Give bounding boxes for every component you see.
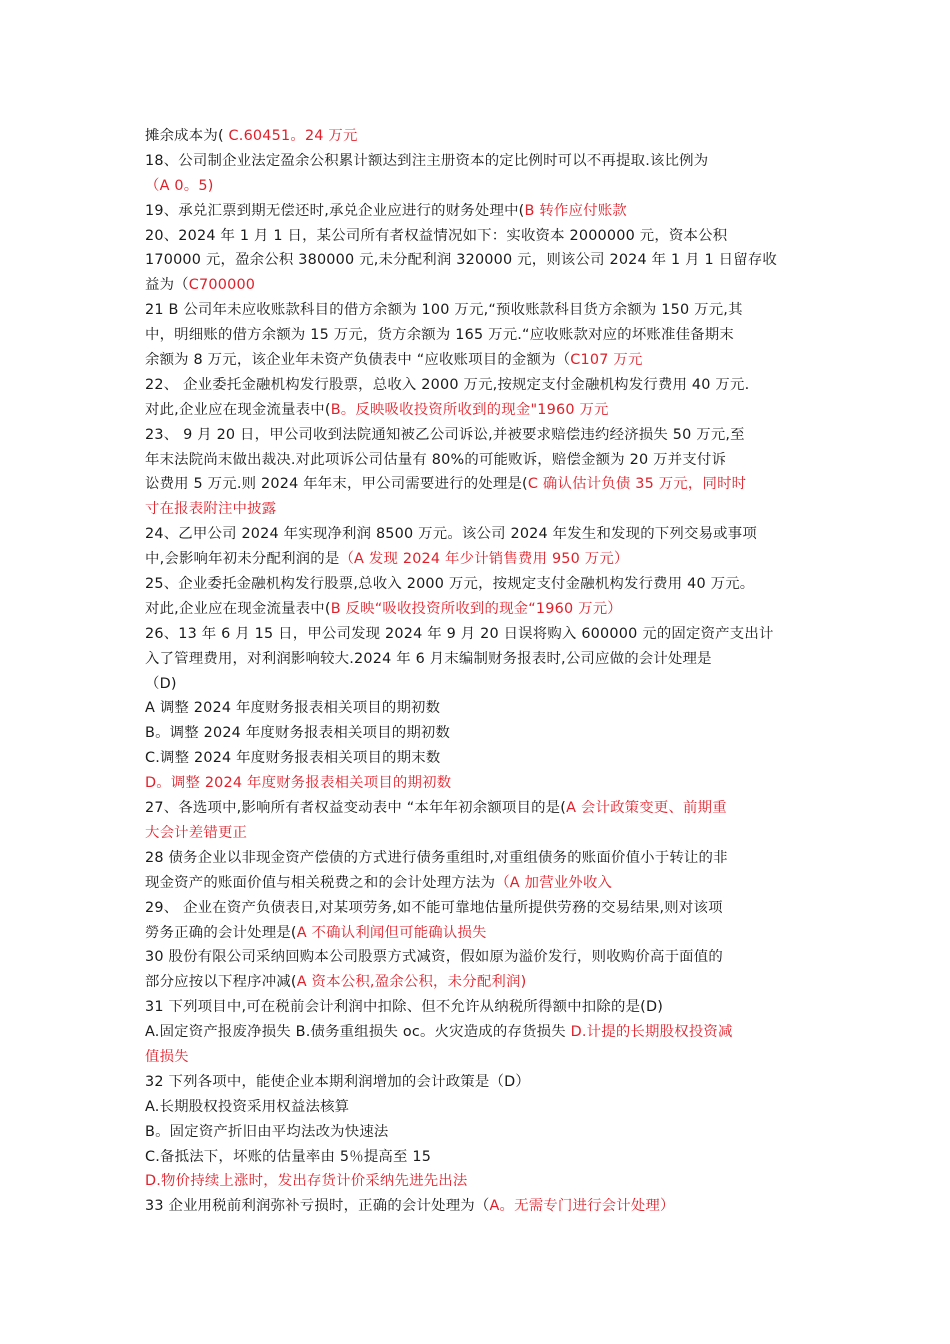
text-line — [145, 647, 810, 672]
line-text: 益为（ — [145, 277, 189, 294]
line-text: 28 债务企业以非现金资产偿债的方式进行债务重组时,对重组债务的账面价值小于转让的非 — [145, 849, 728, 866]
line-text: 27、各选项中,影响所有者权益变动表中 “本年年初余额项目的是( — [145, 800, 567, 817]
line-text: A.固定资产报废净损失 B.债务重组损失 oc。火灾造成的存货损失 — [145, 1024, 571, 1041]
text-line — [145, 597, 810, 622]
text-line — [145, 672, 810, 697]
text-line — [145, 746, 810, 771]
text-line — [145, 124, 810, 149]
text-line — [145, 472, 810, 497]
line-text: A 调整 2024 年度财务报表相关项目的期初数 — [145, 700, 441, 717]
line-text: 部分应按以下程序冲减( — [145, 974, 297, 991]
text-line — [145, 547, 810, 572]
text-line — [145, 771, 810, 796]
answer-text: A。无需专门进行会计处理） — [489, 1198, 675, 1215]
answer-text: D.物价持续上涨时，发出存货计价采纳先进先出法 — [145, 1173, 468, 1190]
answer-text: 寸在报表附注中披露 — [145, 501, 277, 518]
text-line — [145, 945, 810, 970]
answer-text: C 确认估计负债 35 万元，同时时 — [527, 476, 747, 493]
answer-text: C107 万元 — [570, 352, 643, 369]
line-text: 19、承兑汇票到期无偿还时,承兑企业应进行的财务处理中( — [145, 202, 525, 219]
line-text: A.长期股权投资采用权益法核算 — [145, 1098, 350, 1115]
line-text: 对此,企业应在现金流量表中( — [145, 401, 331, 418]
document-page — [145, 124, 810, 1219]
text-line — [145, 1194, 810, 1219]
answer-text: （A 加营业外收入 — [495, 874, 613, 891]
text-line — [145, 224, 810, 249]
line-text: 26、13 年 6 月 15 日，甲公司发现 2024 年 9 月 20 日误将购入 600000 元的固定资产支出计 — [145, 625, 774, 642]
text-line — [145, 174, 810, 199]
text-line — [145, 1095, 810, 1120]
text-line — [145, 896, 810, 921]
line-text: 讼费用 5 万元.则 2024 年年末，甲公司需要进行的处理是( — [145, 476, 528, 493]
line-text: 32 下列各项中，能使企业本期利润增加的会计政策是（D） — [145, 1073, 530, 1090]
text-line — [145, 497, 810, 522]
line-text: 入了管理费用，对利润影响较大.2024 年 6 月末编制财务报表时,公司应做的会计处理是 — [145, 650, 712, 667]
line-text: C.备抵法下，坏账的估量率由 5％提高至 15 — [145, 1148, 432, 1165]
line-text: 33 企业用税前利润弥补亏损时，正确的会计处理为（ — [145, 1198, 490, 1215]
text-line — [145, 373, 810, 398]
text-line — [145, 970, 810, 995]
answer-text: C700000 — [188, 277, 256, 294]
line-text: 20、2024 年 1 月 1 日，某公司所有者权益情况如下：实收资本 2000000 元，资本公积 — [145, 227, 728, 244]
text-line — [145, 423, 810, 448]
line-text: 29、 企业在资产负债表日,对某项劳务,如不能可靠地估量所提供劳務的交易结果,则对该项 — [145, 899, 723, 916]
line-text: 摊余成本为( — [145, 128, 229, 144]
line-text: 170000 元，盈余公积 380000 元,未分配利润 320000 元，则该公司 2024 年 1 月 1 日留存收 — [145, 252, 778, 269]
text-line — [145, 1045, 810, 1070]
line-text: 23、 9 月 20 日，甲公司收到法院通知被乙公司诉讼,并被要求赔偿违约经济损失 50 万元,至 — [145, 426, 745, 443]
line-text: 22、 企业委托金融机构发行股票，总收入 2000 万元,按规定支付金融机构发行费用 40 万元. — [145, 376, 750, 393]
text-line — [145, 248, 810, 273]
line-text: 31 下列项目中,可在税前会计利润中扣除、但不允许从纳税所得额中扣除的是(D) — [145, 999, 664, 1016]
line-text: 24、乙甲公司 2024 年实现净利润 8500 万元。该公司 2024 年发生和发现的下列交易或事项 — [145, 526, 757, 543]
text-line — [145, 871, 810, 896]
answer-text: A 资本公积,盈余公积，未分配利润) — [296, 974, 527, 991]
text-line — [145, 1145, 810, 1170]
text-line — [145, 622, 810, 647]
line-text: 25、企业委托金融机构发行股票,总收入 2000 万元，按规定支付金融机构发行费用 40 万元。 — [145, 576, 755, 593]
answer-text: 大会计差错更正 — [145, 824, 248, 841]
line-text: 勞务正确的会计处理是( — [145, 924, 297, 941]
line-text: 中，明细账的借方余额为 15 万元，货方余额为 165 万元.“应收账款对应的坏账准佳备期末 — [145, 327, 734, 344]
answer-text: C.60451。24 万元 — [228, 128, 358, 144]
text-line — [145, 1120, 810, 1145]
text-line — [145, 1070, 810, 1095]
line-text: （D) — [145, 675, 177, 692]
answer-text: （A 0。5) — [145, 177, 214, 194]
text-line — [145, 1020, 810, 1045]
answer-text: A 会计政策变更、前期重 — [566, 800, 727, 817]
text-line — [145, 522, 810, 547]
text-line — [145, 846, 810, 871]
line-text: 现金资产的账面价值与相关税费之和的会计处理方法为 — [145, 874, 496, 891]
line-text: 余额为 8 万元，该企业年未资产负债表中 “应收账项目的金额为（ — [145, 352, 571, 369]
text-line — [145, 323, 810, 348]
text-line — [145, 995, 810, 1020]
line-text: 对此,企业应在现金流量表中( — [145, 600, 331, 617]
line-text: 18、公司制企业法定盈余公积累计额达到注主册资本的定比例时可以不再提取.该比例为 — [145, 152, 709, 169]
line-text: 年末法院尚末做出裁决.对此项诉公司估量有 80%的可能败诉，赔偿金额为 20 万并支付诉 — [145, 451, 727, 468]
line-text: 30 股份有限公司采纳回购本公司股票方式减资，假如原为溢价发行，则收购价高于面值的 — [145, 949, 723, 966]
text-line — [145, 398, 810, 423]
text-line — [145, 721, 810, 746]
text-line — [145, 298, 810, 323]
line-text: B。调整 2024 年度财务报表相关项目的期初数 — [145, 725, 451, 742]
text-line — [145, 796, 810, 821]
text-line — [145, 921, 810, 946]
answer-text: （A 发现 2024 年少计销售费用 950 万元） — [339, 551, 629, 568]
text-line — [145, 348, 810, 373]
line-text: 中,会影响年初未分配利润的是 — [145, 551, 340, 568]
answer-text: A 不确认利闻但可能确认损失 — [296, 924, 487, 941]
text-line — [145, 448, 810, 473]
answer-text: D。调整 2024 年度财务报表相关项目的期初数 — [145, 775, 452, 792]
answer-text: B。反映吸收投资所收到的现金"1960 万元 — [330, 401, 609, 418]
text-line — [145, 821, 810, 846]
text-line — [145, 149, 810, 174]
answer-text: B 反映“吸收投资所收到的现金“1960 万元） — [330, 600, 622, 617]
line-text: B。固定资产折旧由平均法改为快速法 — [145, 1123, 389, 1140]
line-text: 21 B 公司年未应收账款科目的借方余额为 100 万元,“预收账款科目货方余额为 150 万元,其 — [145, 302, 743, 319]
text-line — [145, 273, 810, 298]
text-line — [145, 572, 810, 597]
text-line — [145, 199, 810, 224]
answer-text: B 转作应付账款 — [524, 202, 627, 219]
line-text: C.调整 2024 年度财务报表相关项目的期末数 — [145, 750, 441, 767]
text-line — [145, 696, 810, 721]
answer-text: D.计提的长期股权投资减 — [570, 1024, 733, 1041]
text-line — [145, 1169, 810, 1194]
answer-text: 值损失 — [145, 1048, 189, 1065]
